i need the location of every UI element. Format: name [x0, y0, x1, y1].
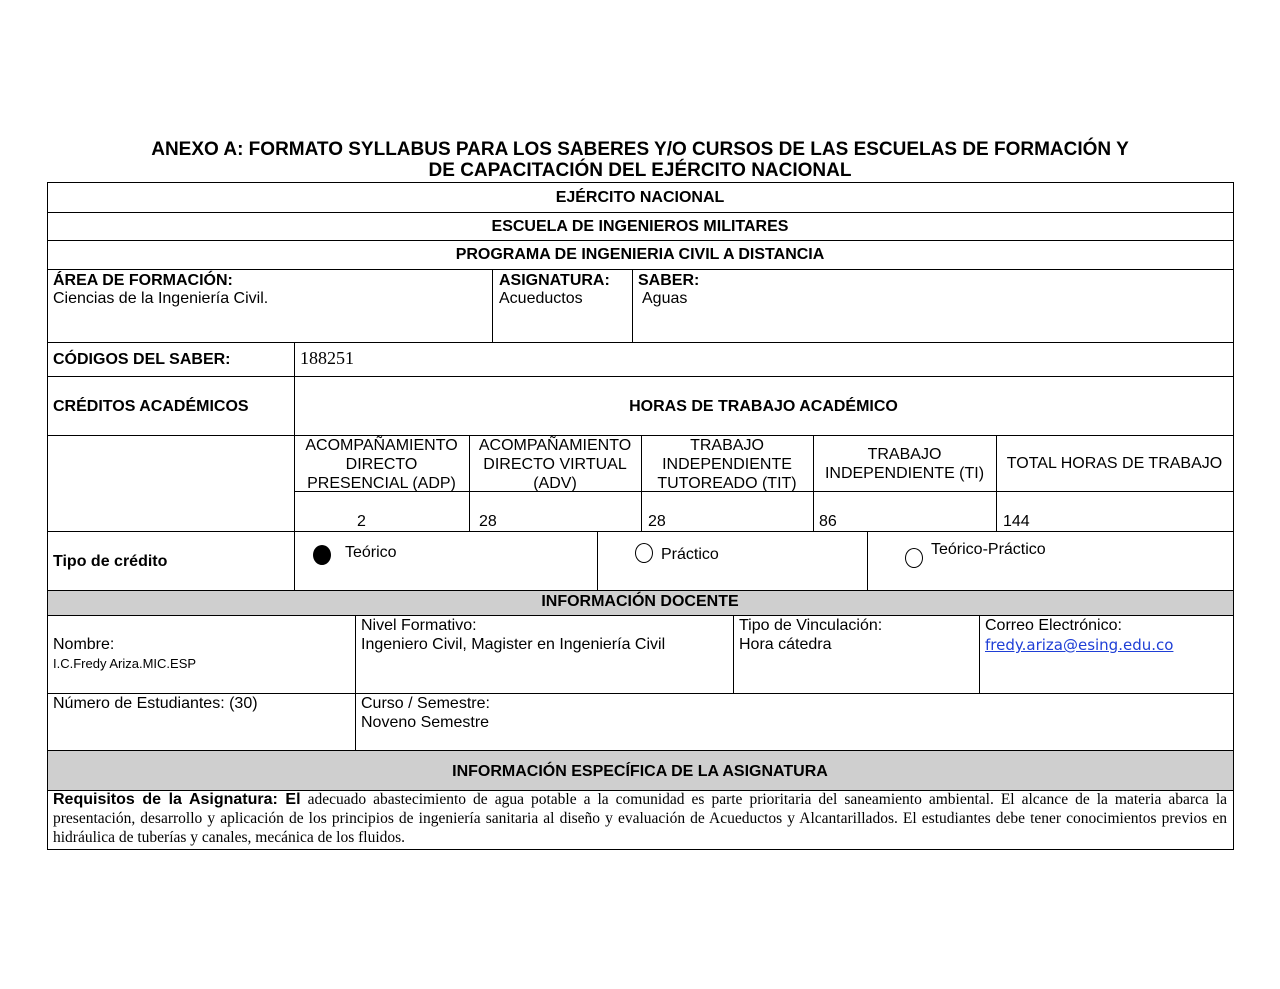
rule — [47, 342, 1234, 343]
col-tit-header — [641, 436, 813, 493]
area-label: ÁREA DE FORMACIÓN: — [53, 272, 233, 289]
rule — [355, 615, 356, 751]
col-adv-line2: DIRECTO VIRTUAL — [483, 456, 627, 473]
rule — [996, 435, 997, 531]
col-adv-header — [469, 436, 641, 493]
document-title-line1: ANEXO A: FORMATO SYLLABUS PARA LOS SABERES Y/O CURSOS DE LAS ESCUELAS DE FORMACIÓN Y — [151, 139, 1129, 160]
correo-label: Correo Electrónico: — [985, 617, 1122, 634]
radio-practico[interactable] — [635, 543, 653, 563]
especifica-section-title: INFORMACIÓN ESPECÍFICA DE LA ASIGNATURA — [452, 763, 828, 780]
curso-label: Curso / Semestre: — [361, 695, 490, 712]
col-total-header — [996, 454, 1233, 473]
col-adv-line3: (ADV) — [533, 475, 577, 492]
col-tit-line2: INDEPENDIENTE — [662, 456, 792, 473]
header-programa: PROGRAMA DE INGENIERIA CIVIL A DISTANCIA — [455, 246, 825, 263]
adp-value: 2 — [357, 513, 366, 530]
col-total-line1: TOTAL HORAS DE TRABAJO — [1006, 455, 1223, 472]
saber-label: SABER: — [638, 272, 700, 289]
requisitos-label: Requisitos de la Asignatura: El — [53, 791, 301, 808]
col-tit-line3: TUTOREADO (TIT) — [657, 475, 797, 492]
rule — [47, 269, 1234, 270]
correo-link[interactable]: fredy.ariza@esing.edu.co — [985, 636, 1174, 654]
total-value: 144 — [1003, 513, 1030, 530]
requisitos-paragraph — [53, 790, 1227, 847]
col-adp-header — [294, 436, 469, 493]
col-ti-line2: INDEPENDIENTE (TI) — [824, 465, 985, 482]
tit-value: 28 — [648, 513, 666, 530]
col-tit-line1: TRABAJO — [690, 437, 764, 454]
rule — [47, 590, 1234, 591]
docente-section-title: INFORMACIÓN DOCENTE — [541, 593, 739, 610]
header-escuela: ESCUELA DE INGENIEROS MILITARES — [491, 218, 789, 235]
rule — [867, 531, 868, 591]
col-adp-line2: DIRECTO — [345, 456, 418, 473]
rule — [47, 212, 1234, 213]
vinculacion-value: Hora cátedra — [739, 636, 832, 653]
requisitos-text: adecuado abastecimiento de agua potable a la comunidad es parte prioritaria del saneamiento ambiental. El alcance de la materia abarca la presentación, desarrollo y aplicación de los principios de ingeniería sanitaria al diseño y evaluación de Acueductos y Alcantarillados. El estudiantes debe tener conocimientos previos en hidráulica de tuberías y canales, mecánica de los fluidos. — [53, 791, 1228, 846]
rule — [47, 240, 1234, 241]
col-adv-line1: ACOMPAÑAMIENTO — [478, 437, 632, 454]
nombre-label: Nombre: — [53, 636, 115, 653]
rule — [597, 531, 598, 591]
document-title-line2: DE CAPACITACIÓN DEL EJÉRCITO NACIONAL — [428, 160, 852, 181]
radio-practico-label: Práctico — [661, 546, 719, 563]
codigos-value: 188251 — [300, 348, 354, 368]
col-adp-line3: PRESENCIAL (ADP) — [307, 475, 456, 492]
rule — [47, 182, 1234, 183]
col-ti-line1: TRABAJO — [867, 446, 942, 463]
horas-title: HORAS DE TRABAJO ACADÉMICO — [629, 398, 898, 415]
rule — [733, 615, 734, 694]
radio-teorico-practico-label: Teórico-Práctico — [931, 541, 1046, 558]
codigos-label: CÓDIGOS DEL SABER: — [53, 351, 231, 368]
rule — [979, 615, 980, 694]
area-value: Ciencias de la Ingeniería Civil. — [53, 290, 269, 307]
radio-teorico-practico[interactable] — [905, 548, 923, 568]
rule — [47, 531, 1234, 532]
asignatura-value: Acueductos — [499, 290, 583, 307]
rule — [492, 269, 493, 342]
asignatura-label: ASIGNATURA: — [499, 272, 610, 289]
radio-teorico-label: Teórico — [345, 544, 397, 561]
col-ti-header — [813, 445, 996, 483]
rule — [47, 376, 1234, 377]
ti-value: 86 — [819, 513, 837, 530]
estudiantes: Número de Estudiantes: (30) — [53, 695, 258, 712]
nivel-label: Nivel Formativo: — [361, 617, 477, 634]
nombre-value: I.C.Fredy Ariza.MIC.ESP — [53, 656, 197, 671]
saber-value: Aguas — [642, 290, 688, 307]
rule — [47, 750, 1234, 751]
creditos-label: CRÉDITOS ACADÉMICOS — [53, 398, 249, 415]
tipo-credito-label: Tipo de crédito — [53, 553, 168, 570]
correo-value-wrap — [985, 636, 1173, 655]
rule — [632, 269, 633, 342]
col-adp-line1: ACOMPAÑAMIENTO — [305, 437, 458, 454]
adv-value: 28 — [479, 513, 497, 530]
radio-teorico[interactable] — [313, 545, 331, 565]
curso-value: Noveno Semestre — [361, 714, 490, 731]
vinculacion-label: Tipo de Vinculación: — [739, 617, 883, 634]
rule — [47, 849, 1234, 850]
nivel-value: Ingeniero Civil, Magister en Ingeniería Civil — [361, 636, 666, 653]
header-ejercito: EJÉRCITO NACIONAL — [555, 189, 725, 206]
